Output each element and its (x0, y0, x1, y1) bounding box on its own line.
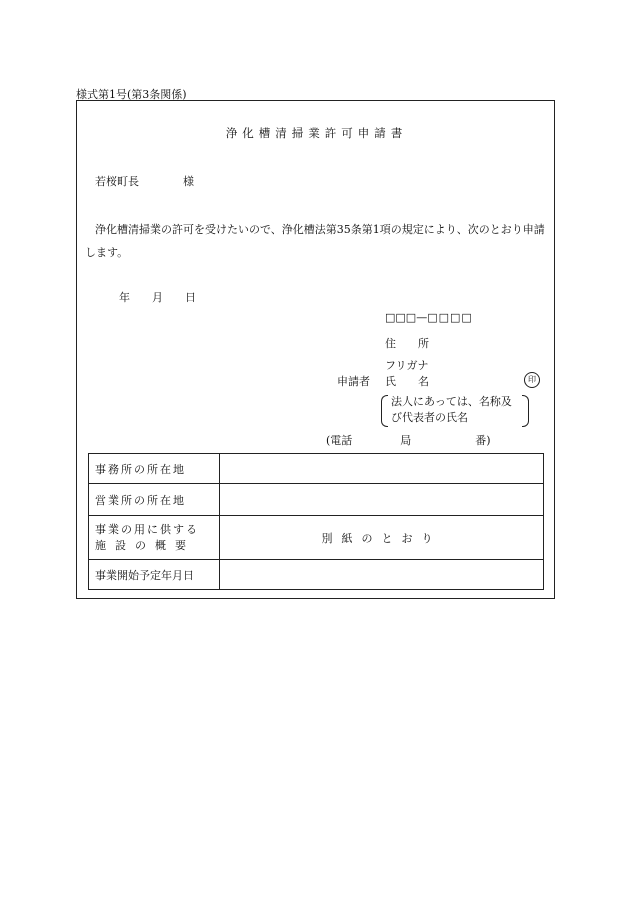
start-date-label: 事業開始予定年月日 (89, 560, 220, 590)
phone-open-label: (電話 (326, 434, 353, 447)
facility-overview-value[interactable]: 別紙のとおり (220, 516, 544, 560)
date-month-label: 月 (152, 291, 163, 304)
seal-mark: 印 (524, 372, 540, 388)
postal-code-dash: — (416, 311, 428, 324)
phone-bureau-label: 局 (400, 434, 412, 447)
facility-overview-label (89, 516, 220, 560)
name-label-2: 名 (418, 375, 429, 388)
name-field[interactable] (385, 373, 429, 389)
date-year-label: 年 (119, 291, 130, 304)
phone-number-label: 番) (475, 434, 491, 447)
address-field[interactable] (385, 335, 429, 351)
start-date-value[interactable] (220, 560, 544, 590)
business-location-label: 営業所の所在地 (89, 484, 220, 516)
form-title: 浄化槽清掃業許可申請書 (225, 126, 408, 140)
details-table (88, 453, 544, 590)
facility-overview-label-line2: 施設の概要 (95, 538, 195, 552)
table-row (89, 484, 544, 516)
application-date[interactable] (119, 289, 218, 305)
corporate-note: 法人にあっては、名称及び代表者の氏名 (381, 394, 529, 428)
office-location-value[interactable] (220, 454, 544, 484)
furigana-label: フリガナ (385, 359, 429, 372)
postal-code-boxes: □□□ (385, 311, 417, 324)
table-row (89, 560, 544, 590)
form-number-label: 様式第1号(第3条関係) (76, 88, 187, 101)
name-label-1: 氏 (385, 375, 396, 388)
addressee (95, 173, 194, 189)
application-form (76, 100, 555, 599)
facility-overview-label-line1: 事業の用に供する (95, 522, 199, 536)
addressee-honorific: 様 (183, 175, 194, 188)
address-label-1: 住 (385, 337, 396, 350)
addressee-name: 若桜町長 (95, 175, 139, 188)
postal-code-boxes-bold: □□□□ (427, 311, 473, 324)
application-statement: 浄化槽清掃業の許可を受けたいので、浄化槽法第35条第1項の規定により、次のとおり申請します。 (85, 223, 545, 259)
business-location-value[interactable] (220, 484, 544, 516)
table-row (89, 454, 544, 484)
postal-code-field[interactable] (385, 311, 473, 324)
office-location-label: 事務所の所在地 (89, 454, 220, 484)
date-day-label: 日 (185, 291, 196, 304)
applicant-label: 申請者 (337, 375, 370, 388)
table-row (89, 516, 544, 560)
phone-field[interactable] (326, 432, 491, 448)
address-label-2: 所 (418, 337, 429, 350)
